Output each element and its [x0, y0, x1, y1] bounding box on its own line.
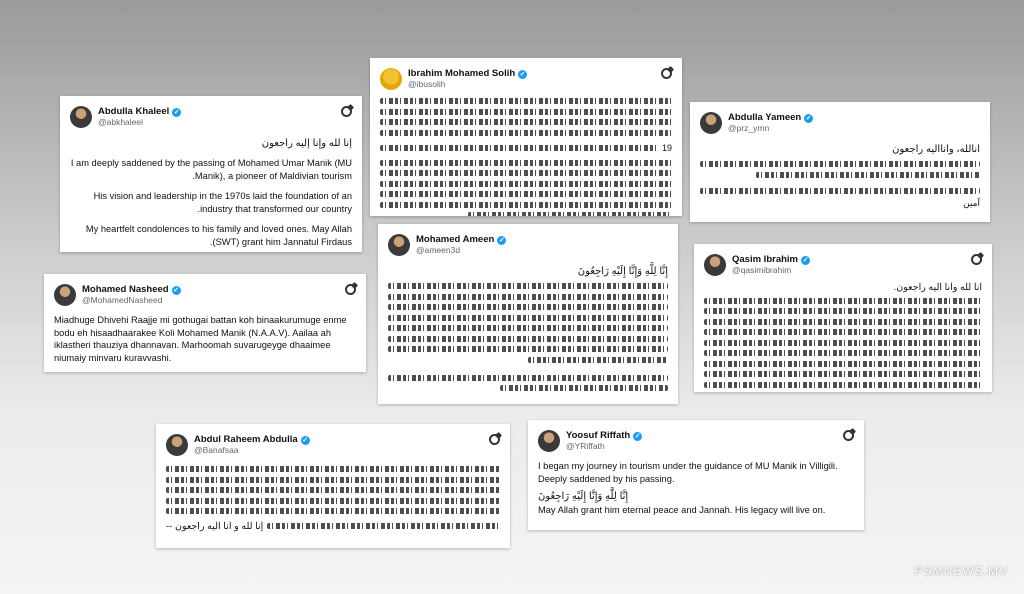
tweet-card-yoosuf-riffath[interactable] — [528, 420, 864, 530]
avatar[interactable] — [388, 234, 410, 256]
tweet-card-mohamed-nasheed[interactable] — [44, 274, 366, 372]
verified-badge-icon: ✓ — [634, 432, 641, 440]
verified-badge-icon: ✓ — [802, 256, 809, 264]
author-name[interactable]: Yoosuf Riffath — [566, 430, 631, 442]
author-handle[interactable]: @abkhaleel — [98, 116, 144, 127]
author-handle[interactable]: @ibusolih — [408, 78, 446, 89]
author-name[interactable]: Abdulla Yameen — [728, 112, 802, 124]
author-handle[interactable]: @MohamedNasheed — [82, 294, 163, 305]
verified-badge-icon: ✓ — [173, 286, 180, 294]
tweet-thaana-text — [380, 98, 672, 216]
author-handle[interactable]: @prz_ymn — [728, 122, 770, 133]
avatar[interactable] — [70, 106, 92, 128]
tweet-paragraph: My heartfelt condolences to his family and loved ones. May Allah (SWT) grant him Jannatul Firdaus. — [85, 224, 352, 247]
tweet-header — [54, 282, 356, 308]
author-handle[interactable]: @ameen3d — [416, 244, 461, 255]
tweet-thaana-text — [166, 466, 500, 534]
x-logo-icon — [971, 254, 982, 265]
author-name[interactable]: Qasim Ibrahim — [732, 254, 798, 266]
x-logo-icon — [345, 284, 356, 295]
avatar[interactable] — [166, 434, 188, 456]
verified-badge-icon: ✓ — [519, 70, 526, 78]
tweet-arabic-line: إِنَّا لِلَّٰهِ وَإِنَّا إِلَيْهِ رَاجِعُونَ — [538, 491, 629, 503]
tweet-paragraph: May Allah grant him eternal peace and Jannah. His legacy will live on. — [538, 505, 826, 516]
x-logo-icon — [489, 434, 500, 445]
x-logo-icon — [661, 68, 672, 79]
tweet-paragraph: I began my journey in tourism under the guidance of MU Manik in Villigili. Deeply saddened by his passing. — [538, 461, 838, 484]
verified-badge-icon: ✓ — [805, 114, 812, 122]
tweet-card-abdul-raheem-abdulla[interactable] — [156, 424, 510, 548]
avatar[interactable] — [700, 112, 722, 134]
author-name[interactable]: Mohamed Nasheed — [82, 284, 169, 296]
tweet-paragraph: Miadhuge Dhivehi Raajje mi gothugai battan koh binaakurumuge enme bodu eh hisaadhaarakee Koli Mohamed Manik (N.A.A.V). Aailaa ah iklastheri thauziya dhannavan. Marhoomah suvarugeyge dhaaimee niumaiy minvaru kuravvashi. — [54, 315, 347, 363]
tweet-arabic-line: إِنَّا لِلَّهِ وَإِنَّا إِلَيْهِ رَاجِعُونَ — [577, 266, 668, 277]
tweet-header — [538, 428, 854, 454]
tweet-card-mohamed-ameen[interactable] — [378, 224, 678, 404]
tweet-card-ibrahim-mohamed-solih[interactable] — [370, 58, 682, 216]
tweet-header — [166, 432, 500, 458]
tweet-arabic-line: إنا لله وإنا إليه راجعون — [261, 138, 352, 149]
tweet-thaana-text — [704, 298, 982, 393]
avatar[interactable] — [704, 254, 726, 276]
tweet-thaana-text — [388, 283, 668, 391]
verified-badge-icon: ✓ — [302, 436, 309, 444]
x-logo-icon — [341, 106, 352, 117]
tweet-paragraph: His vision and leadership in the 1970s laid the foundation of an industry that transformed our country. — [93, 191, 352, 214]
author-name[interactable]: Abdul Raheem Abdulla — [194, 434, 298, 446]
tweet-card-abdulla-khaleel[interactable] — [60, 96, 362, 252]
author-handle[interactable]: @Banafsaa — [194, 444, 239, 455]
x-logo-icon — [843, 430, 854, 441]
tweet-header — [700, 110, 980, 136]
tweet-arabic-line: انالله، وانااليه راجعون — [892, 144, 980, 155]
avatar[interactable] — [380, 68, 402, 90]
tweet-header — [704, 252, 982, 278]
verified-badge-icon: ✓ — [498, 236, 505, 244]
verified-badge-icon: ✓ — [173, 108, 180, 116]
tweet-thaana-text — [700, 161, 980, 194]
tweet-paragraph: I am deeply saddened by the passing of Mohamed Umar Manik (MU Manik), a pioneer of Maldivian tourism. — [70, 158, 352, 181]
tweet-header — [70, 104, 352, 130]
tweet-header — [380, 66, 672, 92]
avatar[interactable] — [54, 284, 76, 306]
tweet-card-qasim-ibrahim[interactable] — [694, 244, 992, 392]
tweet-arabic-line: إنا لله و انا اليه راجعون -- — [166, 520, 264, 532]
tweet-card-abdulla-yameen[interactable] — [690, 102, 990, 222]
tweet-amen: آمين — [963, 198, 980, 208]
avatar[interactable] — [538, 430, 560, 452]
author-name[interactable]: Ibrahim Mohamed Solih — [408, 68, 516, 80]
author-name[interactable]: Abdulla Khaleel — [98, 106, 170, 118]
watermark: PSMNEWS.MV — [914, 564, 1008, 578]
tweet-arabic-line: انا لله وانا اليه راجعون. — [893, 282, 982, 293]
author-handle[interactable]: @YRiffath — [566, 440, 605, 451]
author-name[interactable]: Mohamed Ameen — [416, 234, 495, 246]
author-handle[interactable]: @qasimibrahim — [732, 264, 792, 275]
tweet-header — [388, 232, 668, 258]
thaana-number: 19 — [661, 142, 672, 153]
